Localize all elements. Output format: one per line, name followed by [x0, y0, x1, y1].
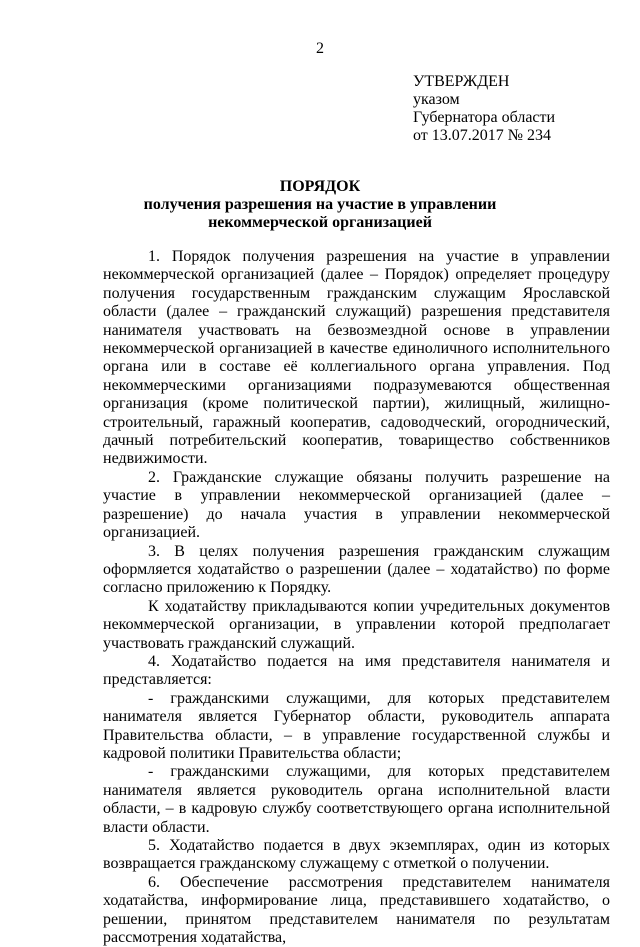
paragraph-2: 2. Гражданские служащие обязаны получить разрешение на участие в управлении некоммерческой организацией (далее – разрешение) до начала участия в управлении некоммерческой организацией.: [103, 468, 610, 542]
approval-block: [413, 73, 555, 145]
paragraph-4: 4. Ходатайство подается на имя представителя нанимателя и представляется:: [103, 652, 610, 689]
paragraph-3: 3. В целях получения разрешения гражданским служащим оформляется ходатайство о разрешении (далее – ходатайство) по форме согласно приложению к Порядку.: [103, 542, 610, 597]
paragraph-6: 6. Обеспечение рассмотрения представителем нанимателя ходатайства, информирование лица, представившего ходатайство, о решении, принятом представителем нанимателя по результатам рассмотрения ходатайства,: [103, 873, 610, 947]
approval-decree-word: указом: [413, 91, 460, 108]
title-subline-1: получения разрешения на участие в управлении: [143, 196, 497, 213]
page-number: 2: [316, 40, 324, 57]
title-heading: ПОРЯДОК: [279, 178, 361, 195]
paragraph-3-attachments: К ходатайству прикладываются копии учредительных документов некоммерческой организации, в управлении которой предполагает участвовать гражданский служащий.: [103, 597, 610, 652]
paragraph-1: 1. Порядок получения разрешения на участие в управлении некоммерческой организацией (далее – Порядок) определяет процедуру получения государственным гражданским служащим Ярославской области (далее – гражданский служащий) разрешения представителя нанимателя участвовать на безвозмездной основе в управлении некоммерческой организацией в качестве единоличного исполнительного органа или в составе её коллегиального органа управления. Под некоммерческими организациями подразумеваются общественная организация (кроме политической партии), жилищный, жилищно-строительный, гаражный кооператив, садоводческий, огороднический, дачный потребительский кооператив, товарищество собственников недвижимости.: [103, 248, 610, 468]
document-title: [0, 178, 640, 232]
approval-authority: Губернатора области: [413, 109, 556, 126]
approval-status: УТВЕРЖДЕН: [413, 73, 510, 90]
title-subline-2: некоммерческой организацией: [208, 214, 432, 231]
approval-date-number: от 13.07.2017 № 234: [413, 127, 552, 144]
paragraph-5: 5. Ходатайство подается в двух экземплярах, один из которых возвращается гражданскому служащему с отметкой о получении.: [103, 837, 610, 873]
document-body: [103, 248, 610, 947]
paragraph-4-item-2: - гражданскими служащими, для которых представителем нанимателя является руководитель органа исполнительной власти области, – в кадровую службу соответствующего органа исполнительной власти области.: [103, 763, 610, 836]
paragraph-4-item-1: - гражданскими служащими, для которых представителем нанимателя является Губернатор области, руководитель аппарата Правительства области, – в управление государственной службы и кадровой политики Правительства области;: [103, 689, 610, 762]
